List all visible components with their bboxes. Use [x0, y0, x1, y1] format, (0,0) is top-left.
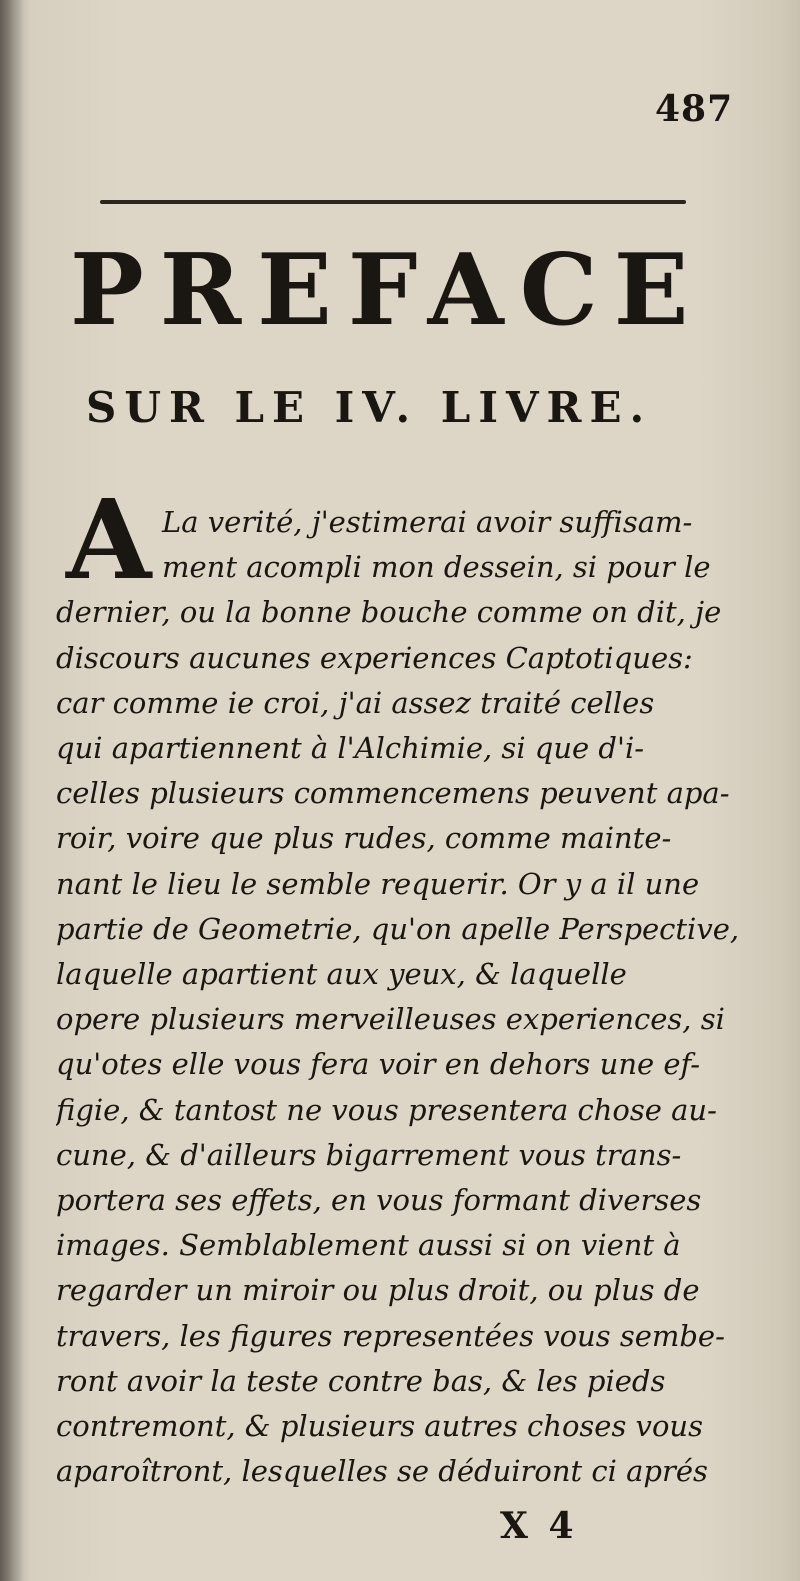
- signature-mark: X 4: [500, 1505, 578, 1547]
- text-line: celles plusieurs commencemens peuvent apa-: [56, 776, 730, 811]
- text-line: nant le lieu le semble requerir. Or y a il une: [56, 866, 700, 901]
- text-line: ment acompli mon dessein, si pour le: [162, 550, 711, 585]
- text-line: aparoîtront, lesquelles se déduiront ci aprés: [56, 1454, 708, 1489]
- text-line: opere plusieurs merveilleuses experiences, si: [56, 1002, 725, 1037]
- text-line: travers, les figures representées vous sembe-: [56, 1318, 725, 1353]
- page-subtitle: SUR LE IV. LIVRE.: [86, 383, 653, 432]
- header-rule: [100, 200, 686, 204]
- text-line: car comme ie croi, j'ai assez traité celles: [56, 685, 655, 720]
- text-line: ront avoir la teste contre bas, & les pieds: [56, 1363, 666, 1398]
- text-line: qui apartiennent à l'Alchimie, si que d'i-: [56, 731, 645, 766]
- text-line: portera ses effets, en vous formant diverses: [56, 1183, 702, 1218]
- text-line: dernier, ou la bonne bouche comme on dit, je: [56, 595, 722, 630]
- text-line: contremont, & plusieurs autres choses vous: [56, 1409, 703, 1444]
- text-line: images. Semblablement aussi si on vient à: [56, 1228, 681, 1263]
- text-line: roir, voire que plus rudes, comme mainte-: [56, 821, 672, 856]
- body-text: [56, 500, 742, 1494]
- text-line: partie de Geometrie, qu'on apelle Perspective,: [56, 911, 740, 946]
- page-title: PREFACE: [70, 233, 705, 348]
- page-number: 487: [655, 88, 734, 130]
- binding-shadow: [0, 0, 24, 1581]
- text-line: qu'otes elle vous fera voir en dehors une ef-: [56, 1047, 701, 1082]
- text-line: discours aucunes experiences Captotiques:: [56, 640, 693, 675]
- drop-cap: A: [66, 475, 152, 604]
- text-line: La verité, j'estimerai avoir suffisam-: [162, 505, 693, 539]
- text-line: regarder un miroir ou plus droit, ou plus de: [56, 1273, 700, 1308]
- text-line: laquelle apartient aux yeux, & laquelle: [56, 957, 627, 992]
- text-line: cune, & d'ailleurs bigarrement vous trans-: [56, 1137, 682, 1172]
- text-line: figie, & tantost ne vous presentera chose au-: [56, 1092, 717, 1127]
